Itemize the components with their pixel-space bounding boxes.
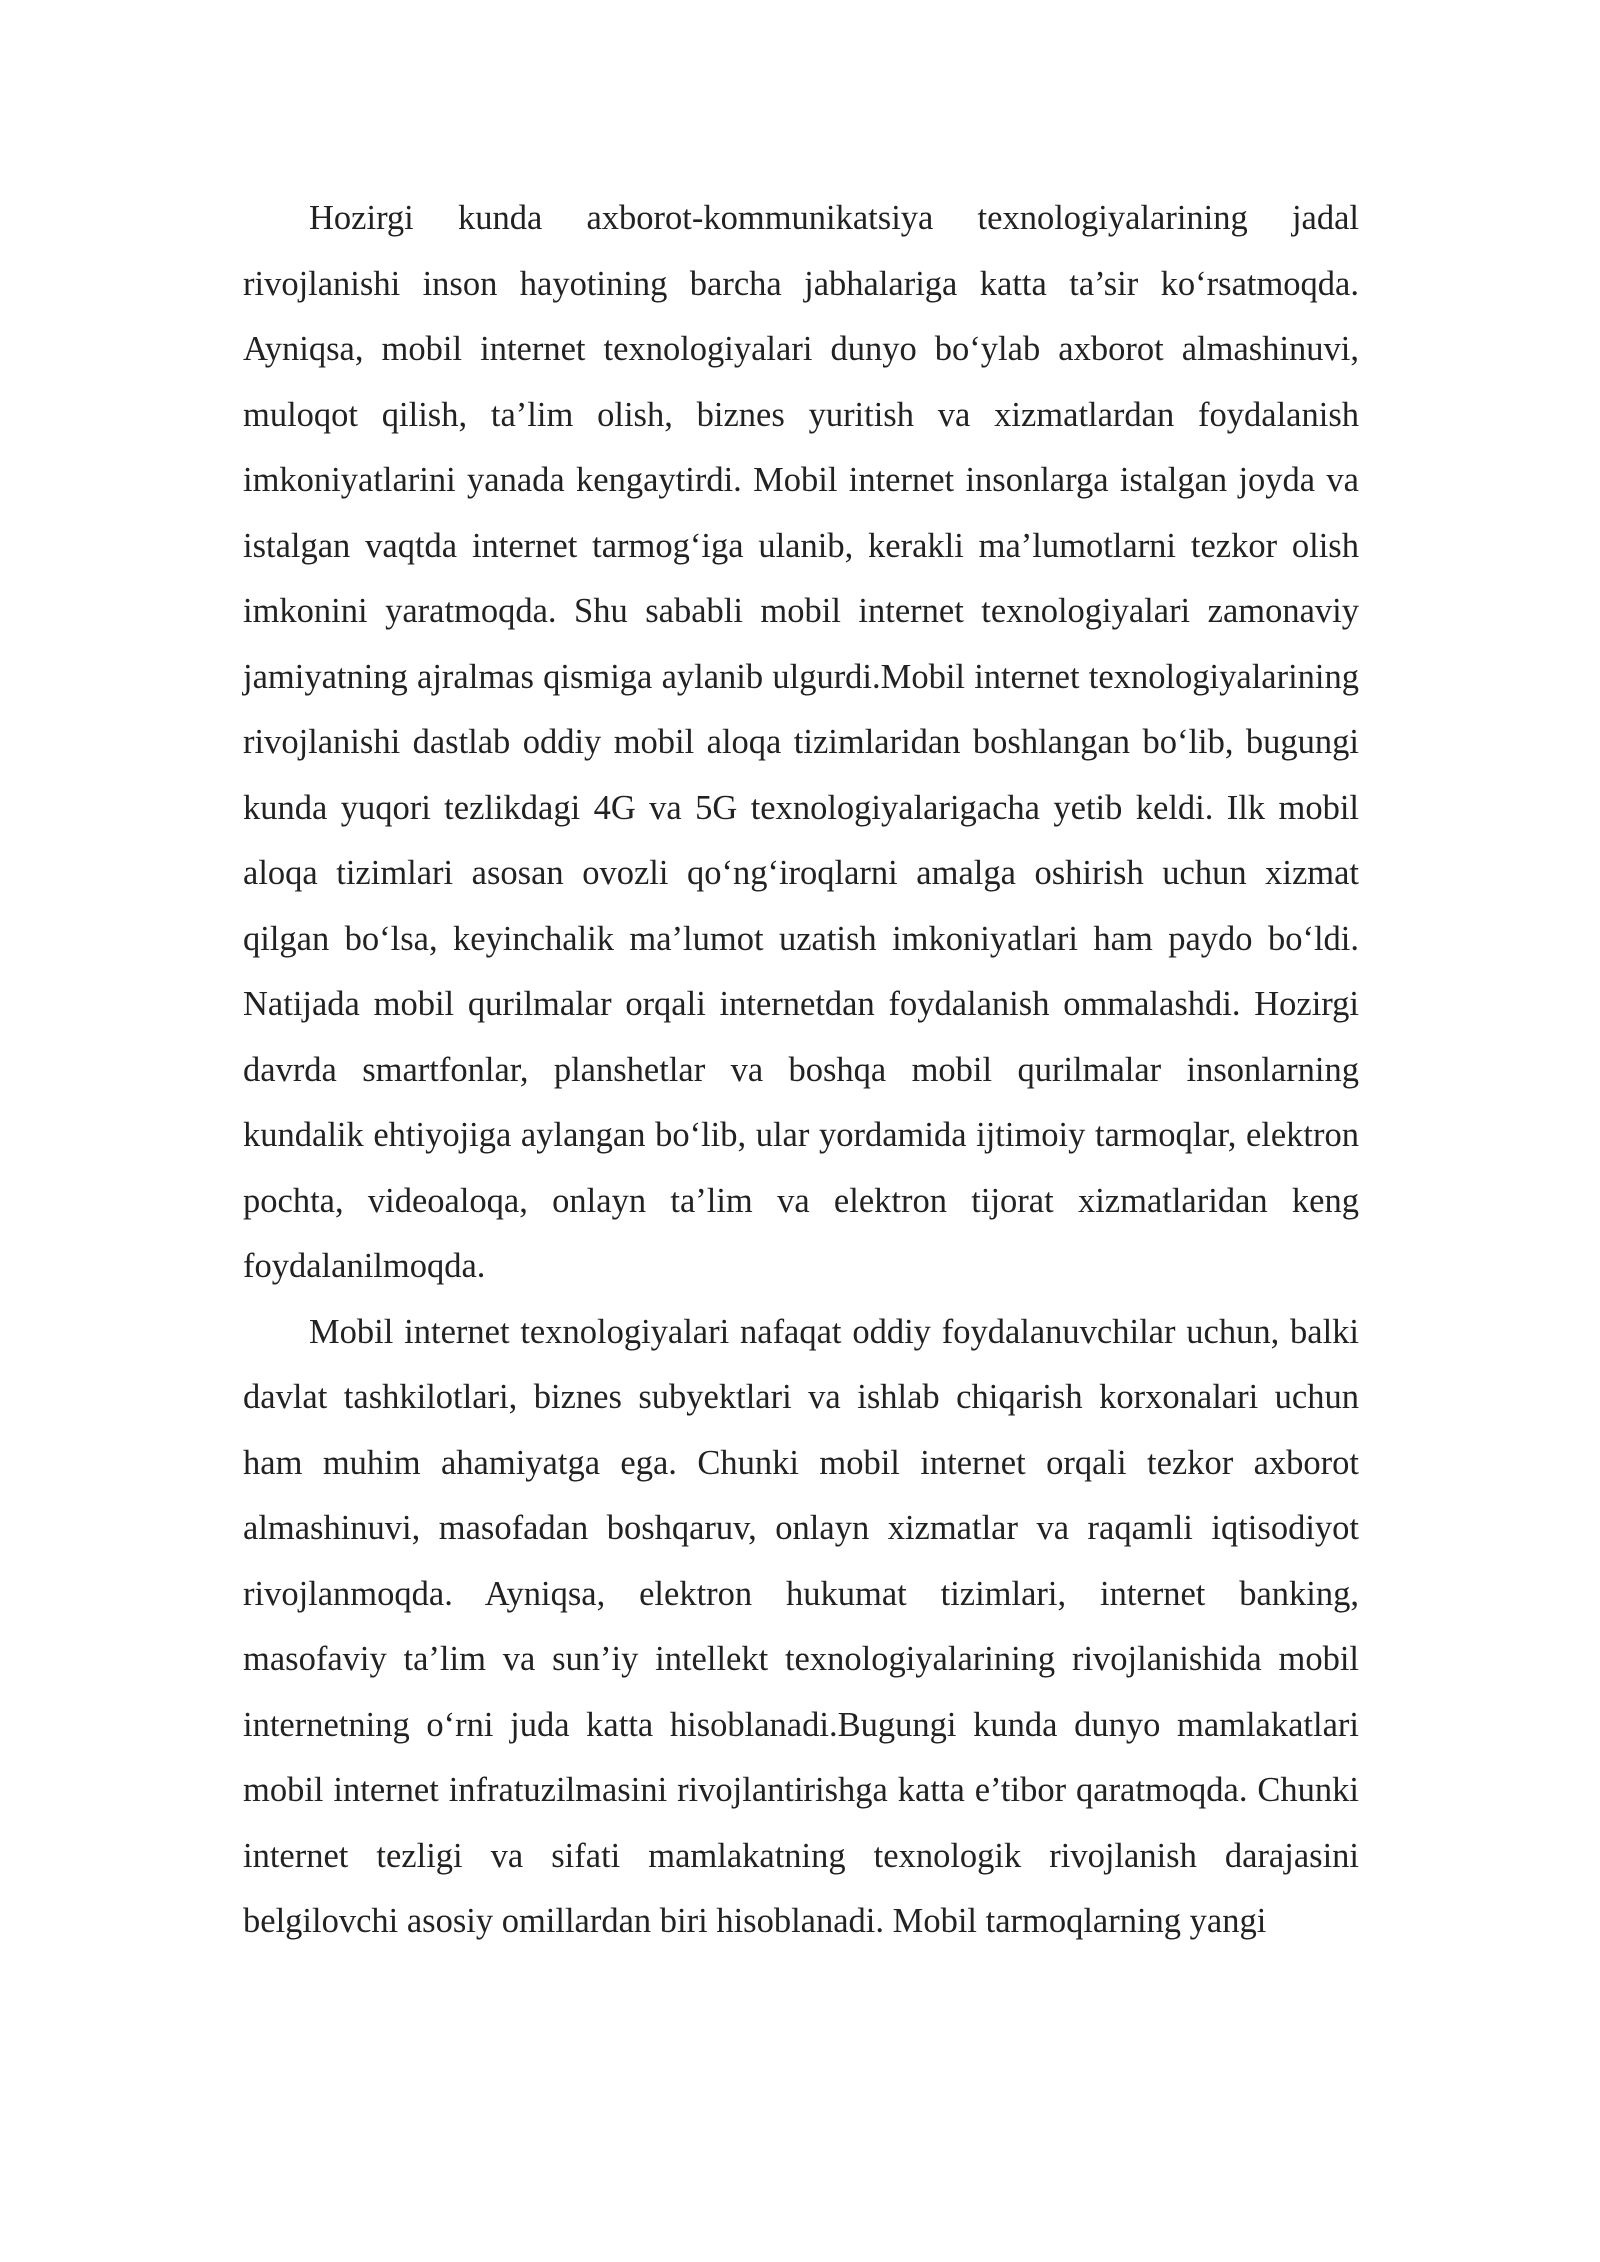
document-body: [243, 186, 1359, 1955]
paragraph-2: Mobil internet texnologiyalari nafaqat oddiy foydalanuvchilar uchun, balki davlat tashkilotlari, biznes subyektlari va ishlab chiqarish korxonalari uchun ham muhim ahamiyatga ega. Chunki mobil internet orqali tezkor axborot almashinuvi, masofadan boshqaruv, onlayn xizmatlar va raqamli iqtisodiyot rivojlanmoqda. Ayniqsa, elektron hukumat tizimlari, internet banking, masofaviy ta’lim va sun’iy intellekt texnologiyalarining rivojlanishida mobil internetning o‘rni juda katta hisoblanadi.Bugungi kunda dunyo mamlakatlari mobil internet infratuzilmasini rivojlantirishga katta e’tibor qaratmoqda. Chunki internet tezligi va sifati mamlakatning texnologik rivojlanish darajasini belgilovchi asosiy omillardan biri hisoblanadi. Mobil tarmoqlarning yangi: [243, 1312, 1359, 1940]
paragraph-1: Hozirgi kunda axborot-kommunikatsiya texnologiyalarining jadal rivojlanishi inson hayotining barcha jabhalariga katta ta’sir ko‘rsatmoqda. Ayniqsa, mobil internet texnologiyalari dunyo bo‘ylab axborot almashinuvi, muloqot qilish, ta’lim olish, biznes yuritish va xizmatlardan foydalanish imkoniyatlarini yanada kengaytirdi. Mobil internet insonlarga istalgan joyda va istalgan vaqtda internet tarmog‘iga ulanib, kerakli ma’lumotlarni tezkor olish imkonini yaratmoqda. Shu sababli mobil internet texnologiyalari zamonaviy jamiyatning ajralmas qismiga aylanib ulgurdi.Mobil internet texnologiyalarining rivojlanishi dastlab oddiy mobil aloqa tizimlaridan boshlangan bo‘lib, bugungi kunda yuqori tezlikdagi 4G va 5G texnologiyalarigacha yetib keldi. Ilk mobil aloqa tizimlari asosan ovozli qo‘ng‘iroqlarni amalga oshirish uchun xizmat qilgan bo‘lsa, keyinchalik ma’lumot uzatish imkoniyatlari ham paydo bo‘ldi. Natijada mobil qurilmalar orqali internetdan foydalanish ommalashdi. Hozirgi davrda smartfonlar, planshetlar va boshqa mobil qurilmalar insonlarning kundalik ehtiyojiga aylangan bo‘lib, ular yordamida ijtimoiy tarmoqlar, elektron pochta, videoaloqa, onlayn ta’lim va elektron tijorat xizmatlaridan keng foydalanilmoqda.: [243, 199, 1359, 1285]
